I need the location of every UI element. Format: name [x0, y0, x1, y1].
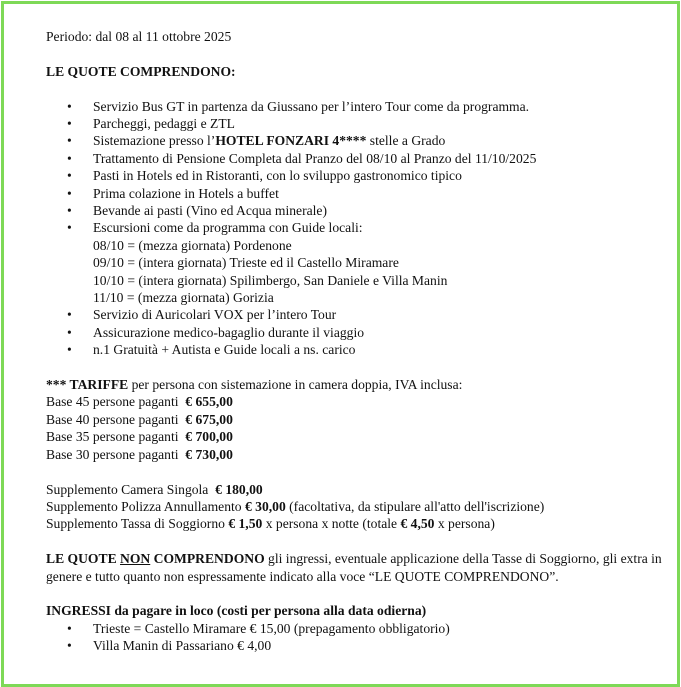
hotel-pre-text: Sistemazione presso l’ — [93, 133, 216, 149]
tariffa-row — [46, 446, 663, 463]
tariffa-row — [46, 428, 663, 445]
list-item-bevande: • Bevande ai pasti (Vino ed Acqua minerale) — [46, 202, 663, 219]
tassa-total: € 4,50 — [400, 516, 435, 532]
non-comprendono-non: NON — [120, 551, 151, 567]
periodo-line: Periodo: dal 08 al 11 ottobre 2025 — [46, 29, 232, 44]
escursione-day: 10/10 = (intera giornata) Spilimbergo, San Daniele e Villa Manin — [93, 272, 448, 288]
tassa-end: x persona) — [434, 516, 495, 532]
list-item-hotel — [46, 132, 663, 149]
escursione-day: 11/10 = (mezza giornata) Gorizia — [93, 290, 274, 306]
tariffa-label: Base 45 persone paganti — [46, 394, 186, 410]
list-item-assicurazione: • Assicurazione medico-bagaglio durante il viaggio — [46, 324, 663, 341]
escursioni-text: • Escursioni come da programma con Guide locali: — [93, 220, 363, 236]
polizza-price: € 30,00 — [244, 498, 286, 514]
list-item-escursioni — [46, 219, 663, 306]
comprendono-heading: LE QUOTE COMPRENDONO: — [46, 63, 236, 79]
document-body — [46, 28, 663, 655]
supplemento-polizza — [46, 498, 663, 515]
tariffa-price: € 730,00 — [185, 446, 233, 462]
tariffa-price: € 700,00 — [185, 429, 233, 445]
polizza-label: Supplemento Polizza Annullamento — [46, 498, 245, 514]
list-item-pasti: • Pasti in Hotels ed in Ristoranti, con lo sviluppo gastronomico tipico — [46, 167, 663, 184]
singola-price: € 180,00 — [215, 481, 263, 497]
tariffa-label: Base 30 persone paganti — [46, 446, 186, 462]
tassa-price: € 1,50 — [228, 516, 263, 532]
ingressi-list — [46, 620, 663, 655]
list-item-pensione: • Trattamento di Pensione Completa dal Pranzo del 08/10 al Pranzo del 11/10/2025 — [46, 150, 663, 167]
includes-list — [46, 98, 663, 359]
list-item-parcheggi: • Parcheggi, pedaggi e ZTL — [46, 115, 663, 132]
ingressi-heading: INGRESSI da pagare in loco (costi per persona alla data odierna) — [46, 603, 427, 619]
tariffa-row — [46, 411, 663, 428]
tassa-label: Supplemento Tassa di Soggiorno — [46, 516, 229, 532]
list-item-colazione: • Prima colazione in Hotels a buffet — [46, 185, 663, 202]
ingresso-item: • Trieste = Castello Miramare € 15,00 (prepagamento obbligatorio) — [46, 620, 663, 637]
tariffe-title-bold: *** TARIFFE — [46, 377, 129, 393]
tariffa-row — [46, 393, 663, 410]
tariffe-heading — [46, 376, 663, 393]
non-comprendono-rest: gli ingressi, eventuale applicazione della Tasse di Soggiorno, gli extra in genere e tutto quanto non espressamente indicato alla voce “LE QUOTE COMPRENDONO”. — [46, 551, 662, 584]
list-item-auricolari: • Servizio di Auricolari VOX per l’intero Tour — [46, 306, 663, 323]
singola-label: Supplemento Camera Singola — [46, 481, 216, 497]
tariffa-price: € 675,00 — [185, 411, 233, 427]
supplemento-tassa — [46, 515, 663, 532]
escursione-day: 08/10 = (mezza giornata) Pordenone — [93, 237, 292, 253]
tariffa-price: € 655,00 — [185, 394, 233, 410]
escursione-day: 09/10 = (intera giornata) Trieste ed il Castello Miramare — [93, 255, 399, 271]
polizza-note: (facoltativa, da stipulare all'atto dell'iscrizione) — [285, 498, 545, 514]
non-comprendono-bold-b: COMPRENDONO — [150, 551, 265, 567]
supplemento-singola — [46, 481, 663, 498]
ingresso-item: • Villa Manin di Passariano € 4,00 — [46, 637, 663, 654]
list-item-gratuita: • n.1 Gratuità + Autista e Guide locali a ns. carico — [46, 341, 663, 358]
list-item-bus: • Servizio Bus GT in partenza da Giussano per l’intero Tour come da programma. — [46, 98, 663, 115]
tariffa-label: Base 35 persone paganti — [46, 429, 186, 445]
non-comprendono-bold-a: LE QUOTE — [46, 551, 121, 567]
tassa-mid: x persona x notte (totale — [262, 516, 401, 532]
non-comprendono-paragraph — [46, 550, 663, 585]
hotel-name: HOTEL FONZARI 4**** — [215, 133, 367, 149]
tariffa-label: Base 40 persone paganti — [46, 411, 186, 427]
hotel-post-text: stelle a Grado — [366, 133, 446, 149]
tariffe-title-rest: per persona con sistemazione in camera doppia, IVA inclusa: — [128, 377, 463, 393]
page-border — [1, 1, 680, 687]
